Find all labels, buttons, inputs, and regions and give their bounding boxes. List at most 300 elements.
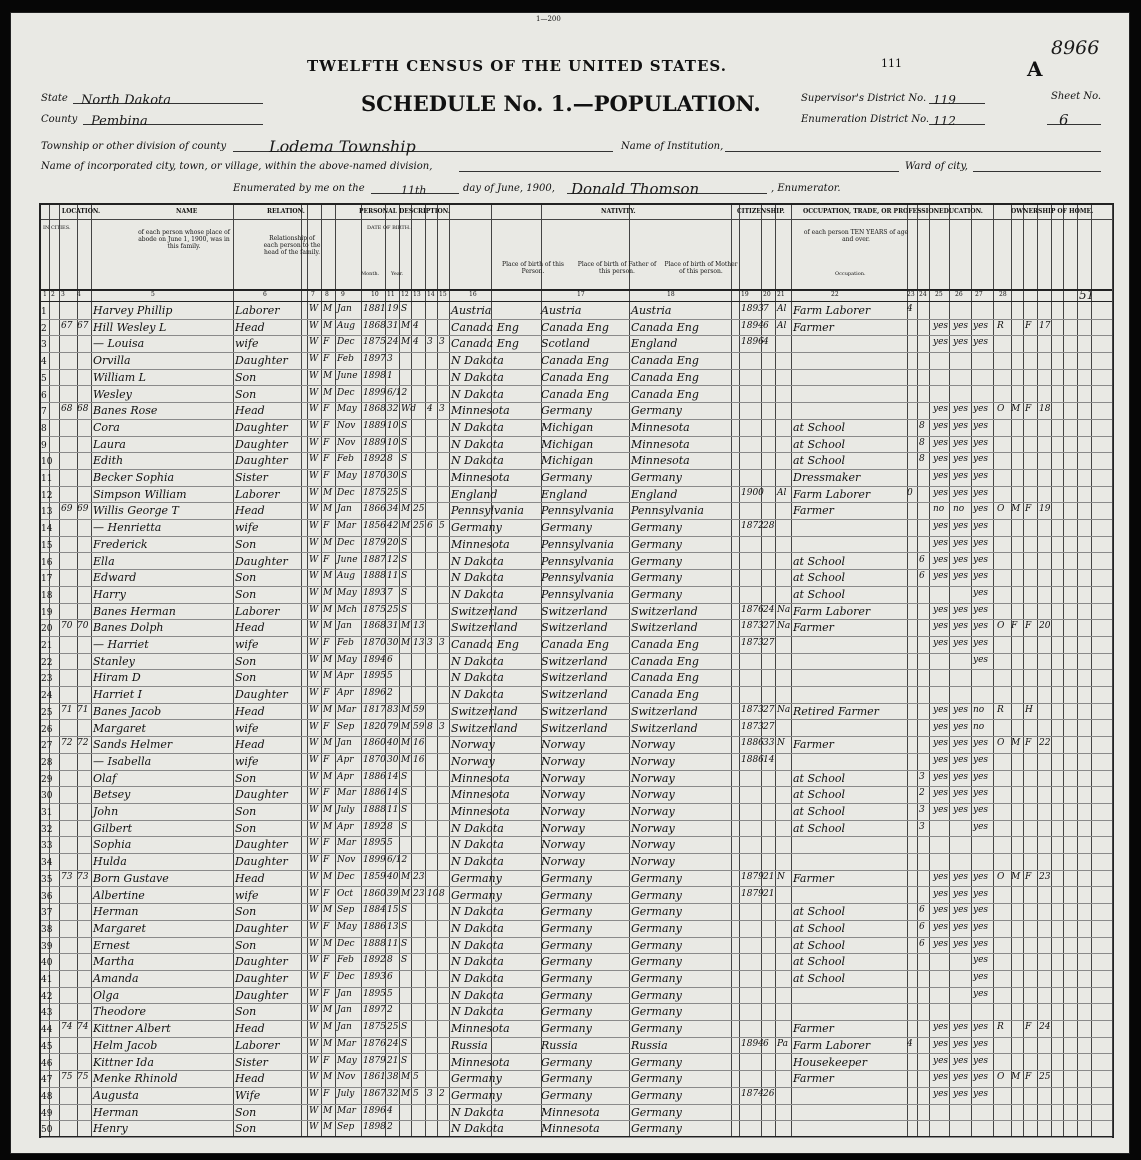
cell-read: yes [933, 1038, 949, 1049]
cell-year: 1889 [363, 420, 386, 431]
cell-year: 1896 [363, 688, 386, 699]
cell-birth: Switzerland [451, 721, 518, 735]
cell-name: Wesley [93, 387, 132, 401]
cell-sex: F [323, 471, 330, 481]
cell-year: 1895 [363, 988, 386, 999]
cell-father: England [541, 487, 588, 501]
cell-imm: 1873 [741, 704, 764, 715]
cell-mother: Minnesota [631, 437, 690, 451]
cell-write: yes [953, 938, 969, 949]
cell-birth: N Dakota [451, 838, 504, 852]
cell-nat: Al [777, 304, 787, 314]
cell-rel: wife [235, 638, 259, 651]
column-number: 24 [919, 291, 927, 298]
cell-name: Banes Rose [93, 404, 158, 418]
cell-father: Canada Eng [541, 320, 609, 334]
cell-father: Norway [541, 788, 585, 802]
cell-father: Scotland [541, 337, 590, 351]
supervisor-label: Supervisor's District No. [801, 93, 927, 104]
cell-cond: S [401, 571, 408, 582]
table-row [41, 1104, 1112, 1121]
header-date-of-birth: DATE OF BIRTH. [367, 225, 411, 231]
cell-color: W [309, 537, 319, 548]
cell-name: Harry [93, 587, 126, 601]
cell-line: 15 [41, 540, 53, 551]
cell-year: 1879 [363, 1055, 386, 1066]
cell-year: 1859 [363, 871, 386, 882]
cell-cond: M [401, 871, 411, 882]
cell-line: 2 [41, 323, 47, 334]
cell-age: 31 [387, 320, 399, 331]
cell-rel: Daughter [235, 688, 288, 702]
cell-month: June [337, 554, 358, 565]
township-label: Township or other division of county [41, 141, 227, 152]
cell-eng: yes [973, 504, 989, 515]
cell-month: Aug [337, 320, 356, 331]
cell-sch: 17 [1039, 320, 1051, 331]
cell-imm: 1873 [741, 721, 764, 732]
cell-color: W [309, 671, 319, 682]
cell-yrs: 59 [413, 721, 425, 732]
cell-line: 19 [41, 607, 53, 618]
cell-ch: 3 [427, 337, 433, 348]
cell-year: 1893 [363, 972, 386, 982]
cell-rel: Son [235, 771, 257, 785]
cell-name: Herman [93, 1105, 139, 1119]
cell-rel: Daughter [235, 838, 288, 852]
cell-month: May [337, 471, 357, 481]
cell-eng: yes [973, 471, 989, 481]
cell-yus: 7 [763, 304, 769, 314]
cell-sex: M [323, 1038, 333, 1049]
header-occupation-col: Occupation. [835, 271, 866, 277]
cell-father: Switzerland [541, 671, 608, 685]
table-row [41, 987, 1112, 1004]
cell-month: Feb [337, 454, 354, 465]
enumerator-label: , Enumerator. [771, 183, 841, 194]
cell-month: May [337, 1055, 357, 1066]
cell-fh: F [1025, 621, 1032, 632]
cell-sex: M [323, 771, 333, 782]
cell-month: Feb [337, 638, 354, 648]
table-row [41, 1020, 1112, 1037]
table-row [41, 519, 1112, 536]
table-row [41, 937, 1112, 954]
cell-imm: 1894 [741, 1038, 764, 1049]
cell-occ: Farm Laborer [793, 604, 871, 618]
cell-sch: 19 [1039, 504, 1051, 515]
table-row [41, 1070, 1112, 1087]
cell-cond: S [401, 1038, 408, 1049]
cell-birth: N Dakota [451, 654, 504, 668]
table-row [41, 953, 1112, 970]
cell-color: W [309, 1038, 319, 1049]
cell-yus: 21 [763, 888, 775, 899]
table-row [41, 887, 1112, 904]
cell-mother: Norway [631, 771, 675, 785]
cell-year: 1892 [363, 454, 386, 465]
cell-father: Pennsylvania [541, 537, 614, 551]
cell-yus: 6 [763, 1038, 769, 1049]
cell-occ: at School [793, 437, 846, 451]
cell-name: John [93, 805, 119, 818]
cell-dw: 72 [61, 738, 73, 749]
cell-sex: M [323, 387, 333, 398]
cell-year: 1856 [363, 521, 386, 532]
table-row [41, 386, 1112, 403]
cell-nat: Al [777, 487, 787, 498]
cell-mother: Norway [631, 738, 675, 752]
cell-rel: Daughter [235, 788, 288, 802]
cell-birth: Minnesota [451, 537, 510, 551]
cell-eng: no [973, 721, 985, 732]
cell-sex: M [323, 320, 333, 331]
cell-year: 1817 [363, 704, 386, 715]
cell-year: 1887 [363, 554, 386, 565]
cell-mort: M [1011, 404, 1021, 415]
cell-dw: 69 [61, 504, 73, 515]
column-number: 6 [263, 291, 267, 298]
cell-eng: yes [973, 905, 989, 916]
cell-month: Nov [337, 437, 356, 448]
cell-line: 31 [41, 808, 53, 818]
cell-ch: 3 [427, 1088, 433, 1099]
cell-mother: Canada Eng [631, 654, 699, 668]
cell-eng: yes [973, 1022, 989, 1033]
cell-ch: 3 [427, 638, 433, 648]
cell-month: Mar [337, 838, 356, 849]
cell-cond: M [401, 638, 411, 648]
cell-yus: 27 [763, 704, 775, 715]
cell-occ: Farmer [793, 504, 834, 518]
column-number: 22 [831, 291, 839, 298]
cell-yrs: 13 [413, 638, 425, 648]
cell-dw: 67 [61, 320, 73, 331]
cell-age: 40 [387, 871, 399, 882]
column-number: 12 [401, 291, 409, 298]
cell-cond: M [401, 320, 411, 331]
cell-age: 6 [387, 654, 393, 665]
cell-name: Simpson William [93, 487, 187, 501]
cell-sex: M [323, 571, 333, 582]
cell-mother: Minnesota [631, 454, 690, 468]
cell-liv: 3 [439, 638, 445, 648]
cell-month: Dec [337, 487, 355, 498]
group-name: NAME [176, 208, 198, 215]
cell-color: W [309, 855, 319, 866]
cell-cond: S [401, 955, 408, 966]
cell-read: yes [933, 604, 949, 615]
supervisor-value: 119 [933, 93, 956, 107]
sheet-code: A [1027, 57, 1043, 81]
cell-write: yes [953, 805, 969, 815]
cell-rel: Daughter [235, 855, 288, 869]
cell-year: 1867 [363, 1088, 386, 1099]
cell-name: Sophia [93, 838, 132, 852]
cell-month: Dec [337, 387, 355, 398]
cell-read: yes [933, 1088, 949, 1099]
cell-sex: M [323, 304, 333, 314]
cell-birth: Minnesota [451, 1022, 510, 1036]
cell-mother: Switzerland [631, 604, 698, 618]
cell-sex: M [323, 704, 333, 715]
cell-eng: yes [973, 521, 989, 532]
cell-name: Kittner Albert [93, 1022, 171, 1036]
cell-birth: Switzerland [451, 704, 518, 718]
cell-read: yes [933, 621, 949, 632]
cell-imm: 1886 [741, 754, 764, 765]
cell-month: May [337, 404, 357, 415]
cell-eng: yes [973, 571, 989, 582]
cell-write: yes [953, 471, 969, 481]
cell-imm: 1873 [741, 621, 764, 632]
ward-label: Ward of city, [905, 161, 968, 172]
cell-line: 50 [41, 1125, 53, 1136]
enum-district-value: 112 [933, 114, 956, 128]
cell-rel: Head [235, 871, 265, 885]
cell-ch: 6 [427, 521, 433, 532]
cell-mother: Germany [631, 938, 682, 952]
cell-rel: Son [235, 905, 257, 919]
cell-father: Switzerland [541, 654, 608, 668]
cell-color: W [309, 921, 319, 932]
cell-read: yes [933, 771, 949, 782]
cell-age: 11 [387, 571, 399, 582]
table-row [41, 402, 1112, 419]
cell-color: W [309, 1022, 319, 1033]
cell-name: Sands Helmer [93, 738, 173, 752]
cell-month: Jan [337, 988, 352, 999]
cell-line: 6 [41, 390, 47, 401]
cell-rel: Daughter [235, 921, 288, 935]
table-row [41, 786, 1112, 803]
cell-father: Canada Eng [541, 387, 609, 401]
table-row [41, 1054, 1112, 1071]
enumerated-mid: day of June, 1900, [463, 183, 555, 194]
cell-yrs: 4 [413, 320, 419, 331]
table-row [41, 770, 1112, 787]
cell-name: Amanda [93, 972, 139, 985]
cell-mother: Minnesota [631, 420, 690, 434]
cell-father: Germany [541, 988, 592, 1002]
cell-birth: Canada Eng [451, 337, 519, 351]
cell-birth: N Dakota [451, 688, 504, 702]
cell-liv: 3 [439, 337, 445, 348]
cell-school: 3 [919, 771, 925, 782]
table-row [41, 502, 1112, 519]
cell-fh: F [1025, 738, 1032, 749]
cell-read: yes [933, 921, 949, 932]
cell-cond: S [401, 304, 408, 314]
cell-year: 1879 [363, 537, 386, 548]
cell-name: Olga [93, 988, 120, 1002]
cell-cond: M [401, 754, 411, 765]
cell-write: yes [953, 871, 969, 882]
cell-cond: M [401, 1072, 411, 1083]
cell-yus: 4 [763, 337, 769, 348]
cell-eng: yes [973, 1072, 989, 1083]
cell-cond: M [401, 738, 411, 749]
cell-sex: F [323, 688, 330, 699]
cell-year: 1881 [363, 304, 386, 314]
cell-color: W [309, 504, 319, 515]
cell-month: Feb [337, 955, 354, 966]
column-number: 9 [341, 291, 345, 298]
cell-age: 25 [387, 604, 399, 615]
cell-mort: M [1011, 738, 1021, 749]
cell-occ: Dressmaker [793, 471, 861, 484]
cell-line: 18 [41, 590, 53, 601]
cell-school: 3 [919, 821, 925, 832]
cell-age: 25 [387, 487, 399, 498]
cell-line: 30 [41, 791, 53, 802]
cell-age: 39 [387, 888, 399, 899]
cell-age: 21 [387, 1055, 399, 1066]
cell-mother: Norway [631, 805, 675, 818]
cell-age: 10 [387, 437, 399, 448]
cell-line: 33 [41, 841, 53, 852]
cell-mother: Germany [631, 1122, 682, 1136]
cell-year: 1875 [363, 337, 386, 348]
column-number: 28 [999, 291, 1007, 298]
cell-school: 2 [919, 788, 925, 799]
cell-month: Apr [337, 671, 354, 682]
cell-own: O [997, 738, 1005, 749]
cell-age: 2 [387, 688, 393, 699]
cell-line: 37 [41, 908, 53, 919]
column-number: 15 [439, 291, 447, 298]
header-relation-desc: Relationship of each person to the head of the family. [263, 235, 321, 256]
cell-month: Apr [337, 754, 354, 765]
cell-cond: S [401, 788, 408, 799]
cell-age: 3 [387, 354, 393, 365]
cell-birth: Germany [451, 521, 502, 535]
cell-year: 1870 [363, 471, 386, 481]
cell-father: Germany [541, 1088, 592, 1102]
cell-fh: F [1025, 871, 1032, 882]
cell-sex: M [323, 1105, 333, 1116]
cell-eng: yes [973, 805, 989, 815]
cell-write: yes [953, 704, 969, 715]
cell-mother: Germany [631, 1055, 682, 1069]
cell-age: 32 [387, 404, 399, 415]
cell-age: 5 [387, 671, 393, 682]
cell-write: yes [953, 721, 969, 732]
table-row [41, 553, 1112, 570]
cell-age: 8 [387, 454, 393, 465]
table-row [41, 653, 1112, 670]
cell-nat: Al [777, 320, 787, 331]
cell-year: 1875 [363, 487, 386, 498]
cell-write: yes [953, 905, 969, 916]
cell-age: 20 [387, 537, 399, 548]
county-label: County [41, 114, 78, 125]
cell-line: 28 [41, 757, 53, 768]
cell-father: Germany [541, 1072, 592, 1086]
cell-rel: Son [235, 671, 257, 685]
cell-mother: Canada Eng [631, 688, 699, 702]
cell-own: O [997, 621, 1005, 632]
cell-name: — Isabella [93, 754, 152, 768]
table-row [41, 436, 1112, 453]
cell-occ: Farmer [793, 621, 834, 635]
cell-color: W [309, 754, 319, 765]
cell-eng: yes [973, 988, 989, 999]
cell-read: yes [933, 905, 949, 916]
cell-line: 20 [41, 624, 53, 635]
cell-occ: at School [793, 587, 846, 601]
cell-read: no [933, 504, 945, 515]
cell-school: 8 [919, 454, 925, 465]
cell-line: 22 [41, 657, 53, 668]
cell-mother: Germany [631, 537, 682, 551]
cell-month: May [337, 921, 357, 932]
cell-sex: F [323, 972, 330, 982]
cell-name: William L [93, 370, 146, 384]
cell-read: yes [933, 938, 949, 949]
cell-father: Germany [541, 905, 592, 919]
cell-color: W [309, 838, 319, 849]
cell-color: W [309, 821, 319, 832]
cell-mother: Norway [631, 754, 675, 768]
cell-year: 1896 [363, 1105, 386, 1116]
cell-age: 24 [387, 1038, 399, 1049]
cell-line: 42 [41, 991, 53, 1002]
cell-fh: F [1025, 1072, 1032, 1083]
cell-mother: Germany [631, 921, 682, 935]
cell-name: Helm Jacob [93, 1038, 158, 1052]
cell-color: W [309, 788, 319, 799]
cell-color: W [309, 654, 319, 665]
cell-occ: Farmer [793, 738, 834, 752]
cell-name: — Harriet [93, 638, 149, 651]
cell-color: W [309, 304, 319, 314]
cell-age: 7 [387, 587, 393, 598]
cell-eng: yes [973, 604, 989, 615]
cell-father: Norway [541, 855, 585, 869]
cell-name: Born Gustave [93, 871, 169, 885]
cell-rel: Laborer [235, 1038, 280, 1052]
cell-cond: M [401, 888, 411, 899]
cell-fam: 67 [77, 320, 89, 331]
cell-eng: yes [973, 955, 989, 966]
cell-mort: M [1011, 504, 1021, 515]
column-number: 2 [51, 291, 55, 298]
cell-year: 1888 [363, 571, 386, 582]
cell-year: 1886 [363, 771, 386, 782]
cell-name: Margaret [93, 921, 146, 935]
cell-color: W [309, 1072, 319, 1083]
cell-eng: yes [973, 404, 989, 415]
column-number: 21 [777, 291, 785, 298]
cell-line: 9 [41, 440, 47, 451]
group-education: EDUCATION. [939, 208, 983, 215]
cell-sex: F [323, 838, 330, 849]
cell-month: Apr [337, 771, 354, 782]
cell-write: yes [953, 521, 969, 532]
column-number: 11 [387, 291, 395, 298]
group-location: LOCATION. [61, 208, 101, 215]
cell-rel: Daughter [235, 955, 288, 969]
cell-mother: Switzerland [631, 721, 698, 735]
table-row [41, 703, 1112, 720]
cell-read: yes [933, 805, 949, 815]
cell-sex: F [323, 921, 330, 932]
cell-birth: Germany [451, 1088, 502, 1102]
cell-occ: at School [793, 805, 846, 818]
cell-read: yes [933, 638, 949, 648]
cell-sex: F [323, 1055, 330, 1066]
